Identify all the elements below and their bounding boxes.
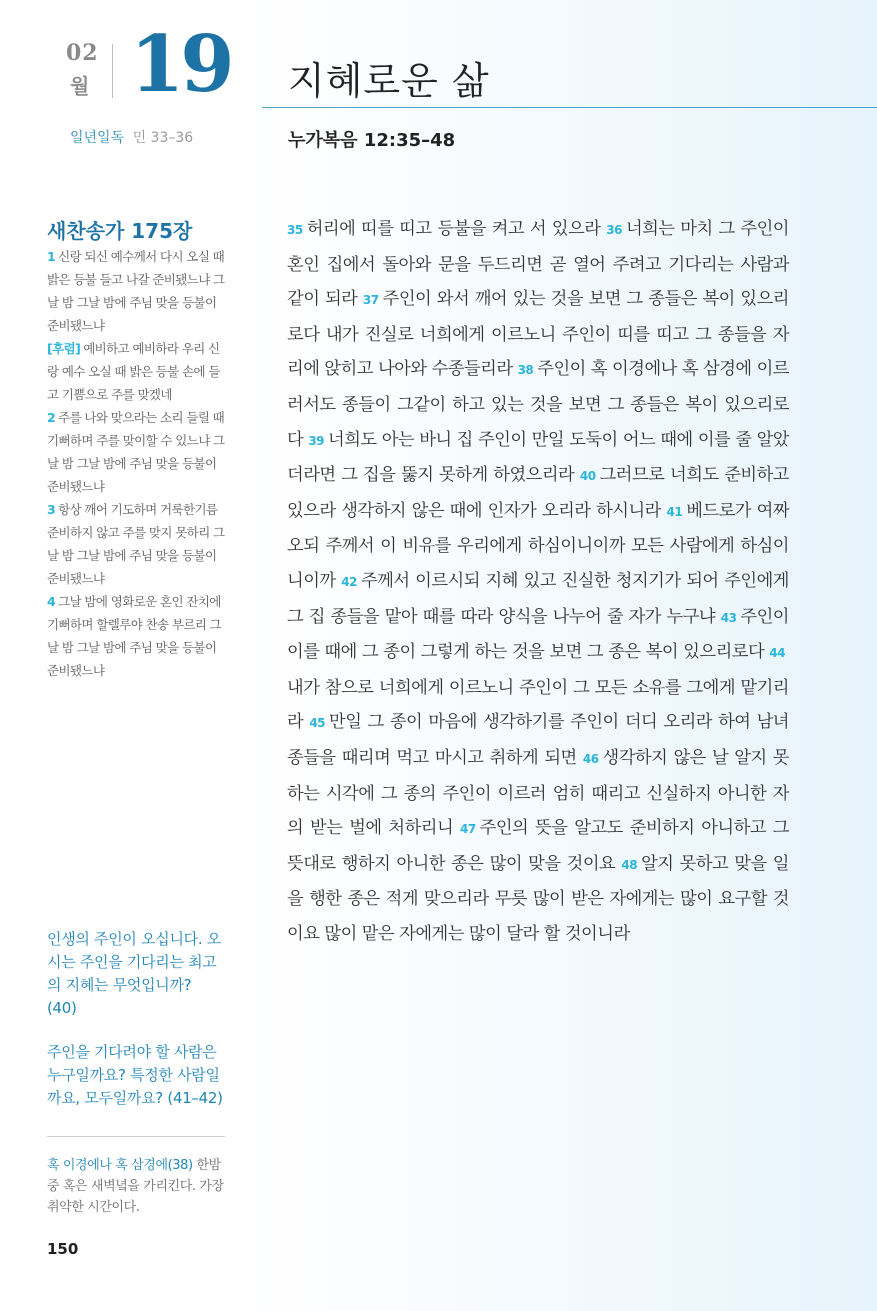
daily-reading xyxy=(70,127,193,147)
footnote-term: 혹 이경에나 혹 삼경에(38) xyxy=(47,1158,193,1173)
verse-number: 43 xyxy=(720,610,737,625)
verse-number: 40 xyxy=(579,469,596,484)
page-number: 150 xyxy=(47,1240,79,1258)
page-title: 지혜로운 삶 xyxy=(288,59,490,103)
verse-text: 허리에 띠를 띠고 등불을 켜고 서 있으라 xyxy=(306,219,601,239)
hymn-verse-number: 1 xyxy=(47,249,56,264)
date-divider xyxy=(112,44,113,98)
hymn-verse-text: 그날 밤에 영화로운 혼인 잔치에 기뻐하며 할렐루야 찬송 부르리 그날 밤 그날 밤에 주님 맞을 등불이 준비됐느냐 xyxy=(47,594,222,678)
verse-number: 38 xyxy=(517,363,534,378)
hymn-verse-number: [후렴] xyxy=(47,341,81,356)
hymn-verse-text: 예비하고 예비하라 우리 신랑 예수 오실 때 밝은 등불 손에 들고 기쁨으로 주를 맞겠네 xyxy=(47,341,220,402)
verse-text: 주인이 혹 이경에나 혹 삼경에 이르러서도 종들이 그같이 하고 있는 것을 보면 그 종들은 복이 있으리로다 xyxy=(287,359,790,450)
daily-reading-reference: 민 33–36 xyxy=(132,130,194,146)
footnote-text: 한밤중 혹은 새벽녘을 가리킨다. 가장 취약한 시간이다. xyxy=(47,1158,224,1215)
verse-number: 44 xyxy=(769,646,785,661)
verse-text: 생각하지 않은 날 알지 못하는 시각에 그 종의 주인이 이르러 엄히 때리고 신실하지 아니한 자의 받는 벌에 처하리니 xyxy=(287,747,789,839)
verse-text: 너희는 마치 그 주인이 혼인 집에서 돌아와 문을 두드리면 곧 열어 주려고 기다리는 사람과 같이 되라 xyxy=(287,219,789,310)
hymn-lyrics xyxy=(47,245,225,682)
hymn-verse-text: 신랑 되신 예수께서 다시 오실 때 밝은 등불 들고 나갈 준비됐느냐 그날 밤 그날 밤에 주님 맞을 등불이 준비됐느냐 xyxy=(47,249,225,333)
month-label: 월 xyxy=(70,74,90,98)
verse-number: 37 xyxy=(362,293,379,308)
hymn-verse-number: 3 xyxy=(47,502,56,517)
hymn-verse-text: 항상 깨어 기도하며 거룩한기름 준비하지 않고 주를 맞지 못하리 그날 밤 그날 밤에 주님 맞을 등불이 준비됐느냐 xyxy=(47,502,225,586)
hymn-verse-text: 주를 나와 맞으라는 소리 들릴 때 기뻐하며 주를 맞이할 수 있느냐 그날 밤 그날 밤에 주님 맞을 등불이 준비됐느냐 xyxy=(47,410,225,494)
hymn-verse xyxy=(47,406,225,498)
verse-text: 만일 그 종이 마음에 생각하기를 주인이 더디 오리라 하여 남녀 종들을 때리며 먹고 마시고 취하게 되면 xyxy=(287,712,789,768)
verse-number: 46 xyxy=(582,751,599,766)
verse-number: 36 xyxy=(606,223,622,237)
hymn-verse-number: 2 xyxy=(47,410,56,425)
hymn-verse-number: 4 xyxy=(47,594,56,609)
verse-text: 주인이 이를 때에 그 종이 그렇게 하는 것을 보면 그 종은 복이 있으리로다 xyxy=(287,606,790,663)
verse-number: 42 xyxy=(341,574,357,589)
verse-text: 주인의 뜻을 알고도 준비하지 아니하고 그 뜻대로 행하지 아니한 종은 많이 맞을 것이요 xyxy=(287,818,789,874)
title-rule xyxy=(262,107,877,108)
verse-text: 내가 참으로 너희에게 이르노니 주인이 그 모든 소유를 그에게 맡기리라 xyxy=(287,677,789,733)
hymn-verse xyxy=(47,245,225,337)
verse-text: 주인이 와서 깨어 있는 것을 보면 그 종들은 복이 있으리로다 내가 진실로 너희에게 이르노니 주인이 띠를 띠고 그 종들을 자리에 앉히고 나아와 수종들리라 xyxy=(287,289,789,380)
verse-text: 알지 못하고 맞을 일을 행한 종은 적게 맞으리라 무릇 많이 받은 자에게는 많이 요구할 것이요 많이 맡은 자에게는 많이 달라 할 것이니라 xyxy=(287,853,789,944)
daily-reading-label: 일년일독 xyxy=(70,130,125,146)
verse-number: 48 xyxy=(621,857,638,872)
verse-text: 너희도 아는 바니 집 주인이 만일 도둑이 어느 때에 이를 줄 알았더라면 그 집을 뚫지 못하게 하였으리라 xyxy=(287,429,789,486)
verse-text: 베드로가 여짜오되 주께서 이 비유를 우리에게 하심이니이까 모든 사람에게 하심이니이까 xyxy=(287,500,790,591)
verse-number: 41 xyxy=(666,504,683,519)
footnote xyxy=(47,1155,225,1218)
verse-text: 주께서 이르시되 지혜 있고 진실한 청지기가 되어 주인에게 그 집 종들을 맡아 때를 따라 양식을 나누어 줄 자가 누구냐 xyxy=(287,570,789,627)
passage-reference: 누가복음 12:35–48 xyxy=(288,130,456,151)
verse-number: 39 xyxy=(308,433,325,448)
hymn-title: 새찬송가 175장 xyxy=(47,219,193,243)
scripture-text xyxy=(287,212,789,951)
verse-text: 그러므로 너희도 준비하고 있으라 생각하지 않은 때에 인자가 오리라 하시니라 xyxy=(287,465,789,521)
verse-number: 35 xyxy=(287,223,303,237)
note-divider xyxy=(47,1136,225,1137)
hymn-verse xyxy=(47,337,225,406)
hymn-verse xyxy=(47,590,225,682)
reflection-question-1: 인생의 주인이 오십니다. 오시는 주인을 기다리는 최고의 지혜는 무엇입니까? (40) xyxy=(47,930,221,1017)
reflection-question-2: 주인을 기다려야 할 사람은 누구일까요? 특정한 사람일까요, 모두일까요? (41–42) xyxy=(47,1043,223,1107)
verse-number: 47 xyxy=(459,822,476,837)
day-number: 19 xyxy=(130,19,231,110)
hymn-verse xyxy=(47,498,225,590)
verse-number: 45 xyxy=(309,716,326,731)
month-number: 02 xyxy=(66,40,99,66)
